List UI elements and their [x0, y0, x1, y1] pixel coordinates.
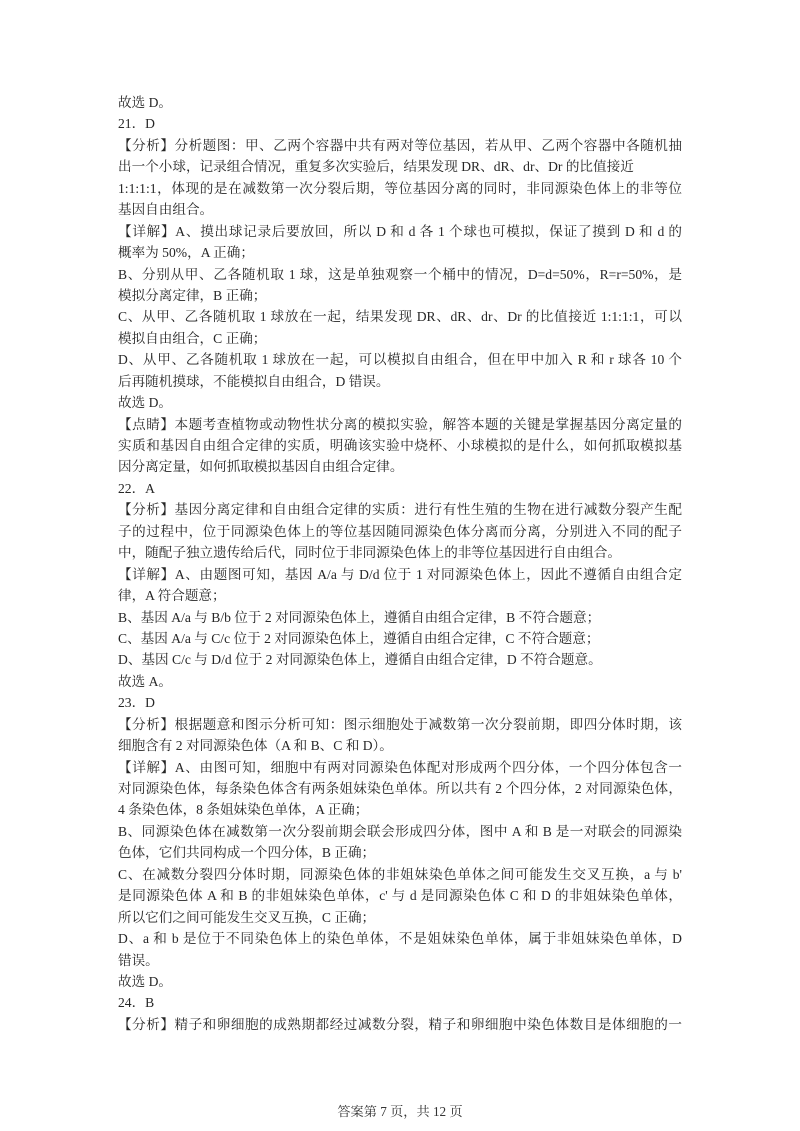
text-line: 后再随机摸球，不能模拟自由组合，D 错误。 [118, 373, 390, 389]
option-b-line: B、分别从甲、乙各随机取 1 球，这是单独观察一个桶中的情况，D=d=50%，R=r=50%，是 [118, 266, 682, 282]
question-number-heading: 21．D [118, 116, 156, 132]
text-line: 4 条染色体，8 条姐妹染色单体，A 正确； [118, 802, 369, 818]
text-line: 因分离定量，如何抓取模拟基因自由组合定律。 [118, 459, 404, 475]
answer-block-22 [118, 478, 682, 692]
question-number-heading: 24．B [118, 995, 155, 1011]
text-line: 对同源染色体，每条染色体含有两条姐妹染色单体。所以共有 2 个四分体，2 对同源染色体， [118, 781, 682, 796]
option-c-line: C、在减数分裂四分体时期，同源染色体的非姐妹染色单体之间可能发生交叉互换，a 与 b' [118, 866, 682, 882]
answer-conclusion: 故选 A。 [118, 673, 172, 689]
text-line: 出一个小球，记录组合情况，重复多次实验后，结果发现 DR、dR、dr、Dr 的比值接近 [118, 159, 634, 175]
text-line: 概率为 50%，A 正确； [118, 245, 254, 261]
text-line: 色体，它们共同构成一个四分体，B 正确； [118, 845, 376, 861]
explanation-line: 【详解】A、摸出球记录后要放回，所以 D 和 d 各 1 个球也可模拟，保证了摸到 D 和 d 的 [118, 223, 682, 239]
explanation-line: 【详解】A、由图可知，细胞中有两对同源染色体配对形成两个四分体，一个四分体包含一 [118, 759, 682, 775]
analysis-line: 【分析】分析题图：甲、乙两个容器中共有两对等位基因，若从甲、乙两个容器中各随机抽 [118, 137, 682, 153]
answer-block-23 [118, 692, 682, 992]
text-line: 实质和基因自由组合定律的实质，明确该实验中烧杯、小球模拟的是什么，如何抓取模拟基 [118, 438, 682, 453]
text-line: 中，随配子独立遗传给后代，同时位于非同源染色体上的非等位基因进行自由组合。 [118, 545, 621, 561]
option-d-line: D、基因 C/c 与 D/d 位于 2 对同源染色体上，遵循自由组合定律，D 不符合题意。 [118, 652, 602, 668]
text-line: 律，A 符合题意； [118, 588, 226, 604]
question-number-heading: 23．D [118, 695, 156, 711]
option-b-line: B、同源染色体在减数第一次分裂前期会联会形成四分体，图中 A 和 B 是一对联会的同源染 [118, 823, 682, 839]
answer-block-20-tail [118, 92, 682, 113]
text-line: 基因自由组合。 [118, 202, 214, 218]
text-line: 错误。 [118, 952, 159, 968]
text-line: 子的过程中，位于同源染色体上的等位基因随同源染色体分离而分离，分别进入不同的配子 [118, 523, 682, 539]
option-b-line: B、基因 A/a 与 B/b 位于 2 对同源染色体上，遵循自由组合定律，B 不符合题意； [118, 609, 601, 625]
answer-conclusion: 故选 D。 [118, 95, 172, 110]
explanation-line: 【详解】A、由题图可知，基因 A/a 与 D/d 位于 1 对同源染色体上，因此不遵循自由组合定 [118, 566, 682, 582]
text-line: 所以它们之间可能发生交叉互换，C 正确； [118, 909, 376, 925]
text-line: 1:1:1:1，体现的是在减数第一次分裂后期，等位基因分离的同时，非同源染色体上的非等位 [118, 180, 682, 196]
page-number-footer: 答案第 7 页，共 12 页 [337, 1104, 463, 1119]
option-c-line: C、从甲、乙各随机取 1 球放在一起，结果发现 DR、dR、dr、Dr 的比值接近 1:1:1:1，可以 [118, 309, 682, 325]
analysis-line: 【分析】基因分离定律和自由组合定律的实质：进行有性生殖的生物在进行减数分裂产生配 [118, 502, 682, 518]
answer-key-body [118, 92, 682, 1035]
analysis-line: 【分析】精子和卵细胞的成熟期都经过减数分裂，精子和卵细胞中染色体数目是体细胞的一 [118, 1016, 682, 1032]
answer-block-21 [118, 113, 682, 477]
question-number-heading: 22．A [118, 480, 156, 496]
answer-conclusion: 故选 D。 [118, 395, 172, 411]
text-line: 是同源染色体 A 和 B 的非姐妹染色单体，c' 与 d 是同源染色体 C 和 D 的非姐妹染色单体， [118, 888, 682, 904]
text-line: 模拟分离定律，B 正确； [118, 287, 267, 303]
answer-block-24 [118, 992, 682, 1035]
answer-conclusion: 故选 D。 [118, 973, 172, 989]
option-d-line: D、a 和 b 是位于不同染色体上的染色单体，不是姐妹染色单体，属于非姐妹染色单体，D [118, 931, 682, 947]
key-point-line: 【点睛】本题考查植物或动物性状分离的模拟实验，解答本题的关键是掌握基因分离定量的 [118, 416, 682, 432]
text-line: 细胞含有 2 对同源染色体（A 和 B、C 和 D）。 [118, 738, 393, 754]
option-c-line: C、基因 A/a 与 C/c 位于 2 对同源染色体上，遵循自由组合定律，C 不符合题意； [118, 630, 600, 646]
option-d-line: D、从甲、乙各随机取 1 球放在一起，可以模拟自由组合，但在甲中加入 R 和 r 球各 10 个 [118, 352, 682, 368]
text-line: 模拟自由组合，C 正确； [118, 330, 267, 346]
analysis-line: 【分析】根据题意和图示分析可知：图示细胞处于减数第一次分裂前期，即四分体时期，该 [118, 716, 682, 732]
